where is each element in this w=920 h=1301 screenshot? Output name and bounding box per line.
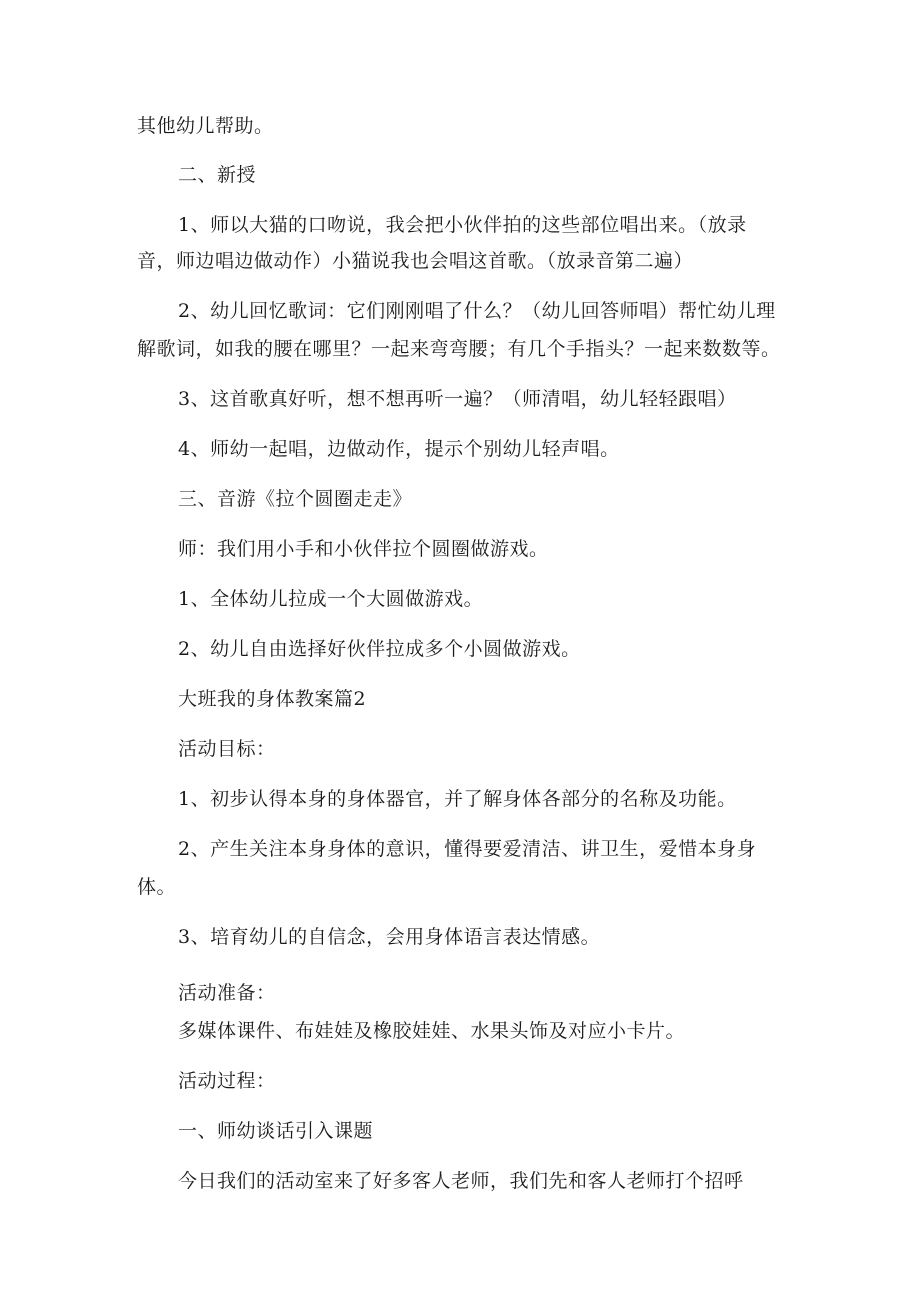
text-line: 今日我们的活动室来了好多客人老师，我们先和客人老师打个招呼 [178,1170,744,1192]
text-line: 2、幼儿回忆歌词：它们刚刚唱了什么？（幼儿回答师唱）帮忙幼儿理 [178,300,776,322]
text-line: 体。 [137,876,177,898]
text-line: 解歌词，如我的腰在哪里？一起来弯弯腰；有几个手指头？一起来数数等。 [137,338,781,360]
text-line: 音，师边唱边做动作）小猫说我也会唱这首歌。（放录音第二遍） [137,250,694,272]
text-line: 3、培育幼儿的自信念，会用身体语言表达情感。 [178,926,601,948]
text-line: 1、师以大猫的口吻说，我会把小伙伴拍的这些部位唱出来。（放录 [178,214,747,236]
text-line: 3、这首歌真好听，想不想再听一遍？（师清唱，幼儿轻轻跟唱） [178,388,737,410]
text-line: 4、师幼一起唱，边做动作，提示个别幼儿轻声唱。 [178,438,620,460]
section-heading: 三、音游《拉个圆圈走走》 [178,488,413,510]
section-heading: 二、新授 [178,164,257,186]
text-line: 多媒体课件、布娃娃及橡胶娃娃、水果头饰及对应小卡片。 [178,1020,686,1042]
text-line: 师：我们用小手和小伙伴拉个圆圈做游戏。 [178,538,549,560]
article-title: 大班我的身体教案篇2 [178,688,367,710]
text-line: 2、幼儿自由选择好伙伴拉成多个小圆做游戏。 [178,638,581,660]
text-line: 2、产生关注本身身体的意识，懂得要爱清洁、讲卫生，爱惜本身身 [178,838,757,860]
text-line: 其他幼儿帮助。 [137,115,274,137]
text-line: 1、初步认得本身的身体器官，并了解身体各部分的名称及功能。 [178,788,737,810]
section-heading: 活动准备： [178,982,276,1004]
text-line: 1、全体幼儿拉成一个大圆做游戏。 [178,588,484,610]
section-heading: 活动目标： [178,738,276,760]
section-heading: 活动过程： [178,1070,276,1092]
section-heading: 一、师幼谈话引入课题 [178,1120,374,1142]
